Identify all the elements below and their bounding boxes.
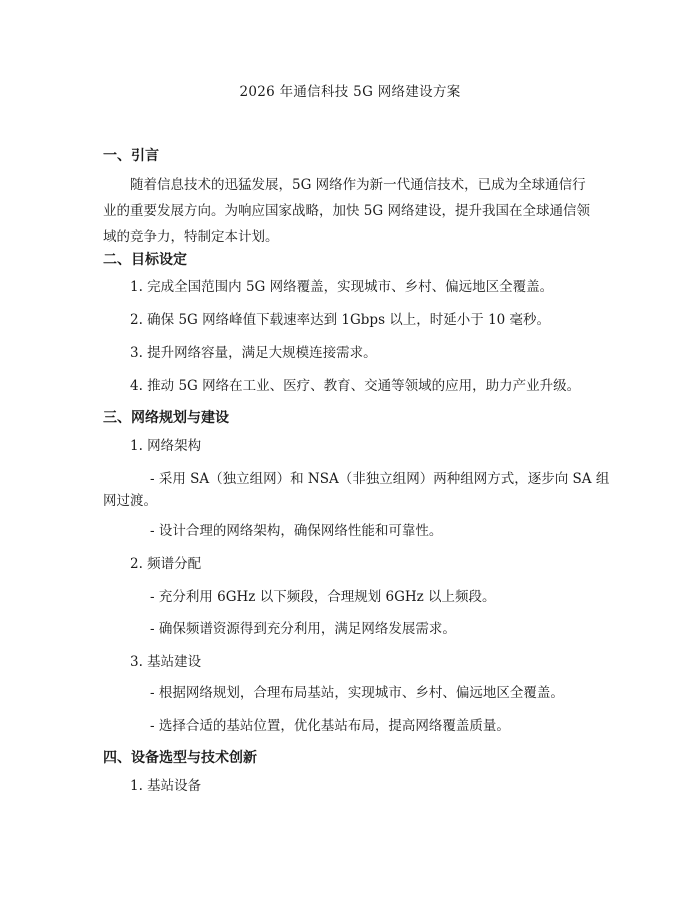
equipment-item: 1. 基站设备 (130, 778, 202, 794)
goal-item: 3. 提升网络容量，满足大规模连接需求。 (130, 345, 377, 361)
bullet-item: - 选择合适的基站位置，优化基站布局，提高网络覆盖质量。 (150, 718, 510, 734)
introduction-paragraph (103, 172, 603, 250)
section-heading-network-planning: 三、网络规划与建设 (103, 410, 229, 426)
bullet-item: - 确保频谱资源得到充分利用，满足网络发展需求。 (150, 621, 456, 637)
bullet-item-continuation: 网过渡。 (103, 493, 157, 509)
subsection-label-spectrum: 2. 频谱分配 (130, 556, 202, 572)
goal-item: 2. 确保 5G 网络峰值下载速率达到 1Gbps 以上，时延小于 10 毫秒。 (130, 312, 551, 328)
bullet-item: - 根据网络规划，合理布局基站，实现城市、乡村、偏远地区全覆盖。 (150, 685, 564, 701)
goal-item: 1. 完成全国范围内 5G 网络覆盖，实现城市、乡村、偏远地区全覆盖。 (130, 279, 554, 295)
goal-item: 4. 推动 5G 网络在工业、医疗、教育、交通等领域的应用，助力产业升级。 (130, 378, 581, 394)
paragraph-line: 随着信息技术的迅猛发展，5G 网络作为新一代通信技术，已成为全球通信行 (130, 177, 586, 193)
section-heading-introduction: 一、引言 (103, 148, 159, 164)
bullet-item: - 设计合理的网络架构，确保网络性能和可靠性。 (150, 523, 443, 539)
section-heading-equipment: 四、设备选型与技术创新 (103, 750, 257, 766)
bullet-item: - 充分利用 6GHz 以下频段，合理规划 6GHz 以上频段。 (150, 589, 496, 605)
section-heading-goals: 二、目标设定 (103, 252, 187, 268)
paragraph-line: 域的竞争力，特制定本计划。 (103, 229, 279, 245)
bullet-item: - 采用 SA（独立组网）和 NSA（非独立组网）两种组网方式，逐步向 SA 组 (150, 471, 610, 487)
subsection-label-base-stations: 3. 基站建设 (130, 654, 202, 670)
paragraph-line: 业的重要发展方向。为响应国家战略，加快 5G 网络建设，提升我国在全球通信领 (103, 203, 590, 219)
document-title: 2026 年通信科技 5G 网络建设方案 (239, 84, 461, 100)
subsection-label-architecture: 1. 网络架构 (130, 438, 202, 454)
